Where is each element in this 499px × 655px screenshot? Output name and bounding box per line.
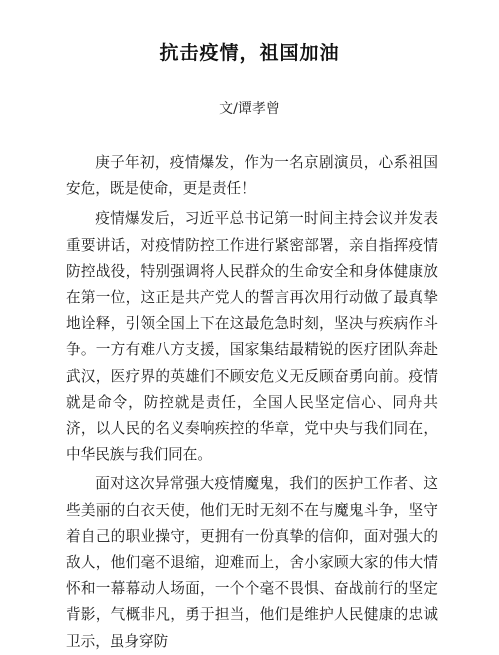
article-paragraph: 庚子年初，疫情爆发，作为一名京剧演员，心系祖国安危，既是使命，更是责任！ [66,154,438,198]
article-title: 抗击疫情，祖国加油 [159,42,340,64]
article-author: 文/谭孝曾 [219,101,280,117]
article-paragraph: 面对这次异常强大疫情魔鬼，我们的医护工作者、这些美丽的白衣天使，他们无时无刻不在与魔鬼斗争，坚守着自己的职业操守，更拥有一份真挚的信仰，面对强大的敌人，他们毫不退缩，迎难而上，舍小家顾大家的伟大情怀和一幕幕动人场面，一个个毫不畏惧、奋战前行的坚定背影，气概非凡，勇于担当，他们是维护人民健康的忠诚卫示，虽身穿防 [66,475,438,650]
article-paragraph: 疫情爆发后，习近平总书记第一时间主持会议并发表重要讲话，对疫情防控工作进行紧密部署，亲自指挥疫情防控战役，特别强调将人民群众的生命安全和身体健康放在第一位，这正是共产党人的誓言再次用行动做了最真挚地诠释，引领全国上下在这最危急时刻，坚决与疾病作斗争。一方有难八方支援，国家集结最精锐的医疗团队奔赴武汉，医疗界的英雄们不顾安危义无反顾奋勇向前。疫情就是命令，防控就是责任，全国人民坚定信心、同舟共济，以人民的名义奏响疾控的华章，党中央与我们同在，中华民族与我们同在。 [66,210,438,464]
article-body [66,150,438,655]
